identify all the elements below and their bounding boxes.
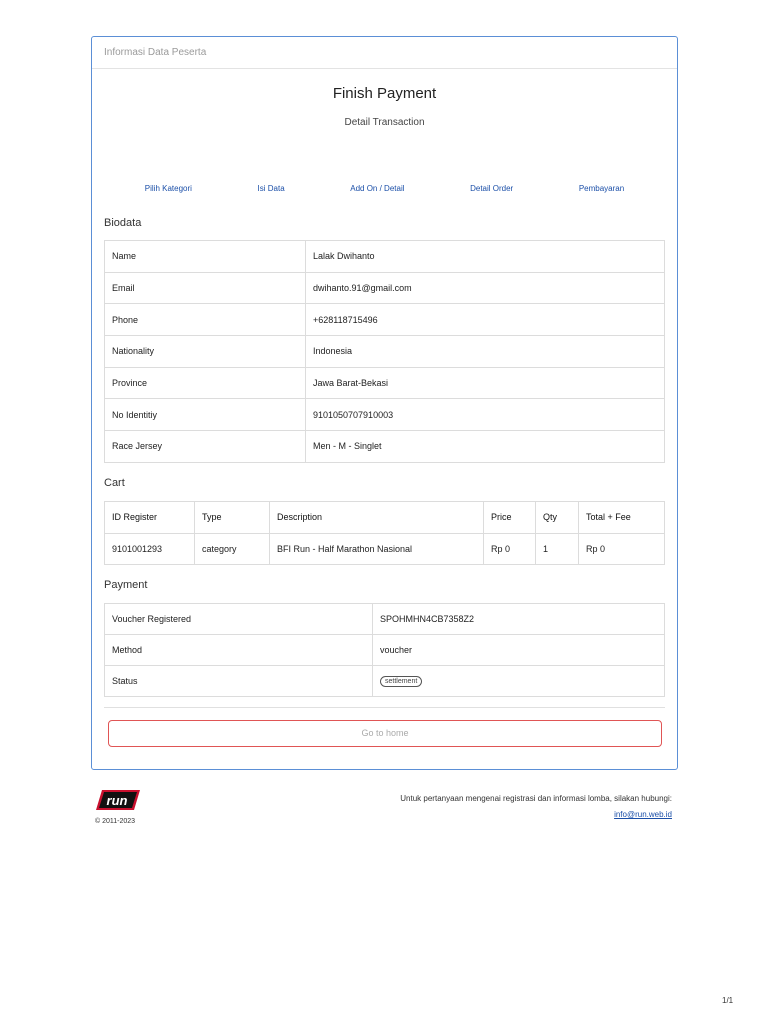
voucher-label: Voucher Registered <box>105 604 373 635</box>
cell-description: BFI Run - Half Marathon Nasional <box>270 533 484 565</box>
col-description: Description <box>270 502 484 534</box>
col-type: Type <box>195 502 270 534</box>
contact-info <box>370 791 672 823</box>
status-label: Status <box>105 666 373 697</box>
table-row <box>105 666 665 697</box>
row-label: Phone <box>105 304 306 336</box>
cell-qty: 1 <box>536 533 579 565</box>
page-number: 1/1 <box>722 996 734 1005</box>
run-logo <box>96 788 142 817</box>
row-label: Name <box>105 241 306 273</box>
go-to-home-button[interactable]: Go to home <box>108 720 662 747</box>
status-cell <box>373 666 665 697</box>
method-value: voucher <box>373 635 665 666</box>
copyright-text: © 2011-2023 <box>95 818 136 825</box>
table-row <box>105 336 665 368</box>
cell-id-register: 9101001293 <box>105 533 195 565</box>
step-detail-order[interactable]: Detail Order <box>470 184 514 193</box>
table-row <box>105 367 665 399</box>
row-value: +628118715496 <box>306 304 665 336</box>
step-add-on-detail[interactable]: Add On / Detail <box>350 184 405 193</box>
svg-text:run: run <box>106 793 128 808</box>
divider <box>104 707 665 708</box>
row-label: Race Jersey <box>105 431 306 463</box>
row-value: 9101050707910003 <box>306 399 665 431</box>
row-label: Province <box>105 367 306 399</box>
col-id-register: ID Register <box>105 502 195 534</box>
voucher-value: SPOHMHN4CB7358Z2 <box>373 604 665 635</box>
table-row <box>105 272 665 304</box>
page-subtitle: Detail Transaction <box>344 117 425 128</box>
cell-price: Rp 0 <box>484 533 536 565</box>
step-isi-data[interactable]: Isi Data <box>257 184 285 193</box>
payment-title: Payment <box>104 579 148 591</box>
payment-table <box>104 603 665 697</box>
step-pilih-kategori[interactable]: Pilih Kategori <box>144 184 192 193</box>
cart-title: Cart <box>104 477 125 489</box>
table-row <box>105 604 665 635</box>
col-price: Price <box>484 502 536 534</box>
row-value: dwihanto.91@gmail.com <box>306 272 665 304</box>
table-row <box>105 241 665 273</box>
participant-info-card <box>91 36 678 770</box>
row-value: Indonesia <box>306 336 665 368</box>
cell-type: category <box>195 533 270 565</box>
row-label: No Identitiy <box>105 399 306 431</box>
card-header: Informasi Data Peserta <box>92 37 677 69</box>
table-row <box>105 431 665 463</box>
table-row <box>105 533 665 565</box>
row-value: Lalak Dwihanto <box>306 241 665 273</box>
table-row <box>105 304 665 336</box>
biodata-title: Biodata <box>104 217 142 229</box>
step-navigation <box>92 184 677 193</box>
row-value: Jawa Barat-Bekasi <box>306 367 665 399</box>
cell-total-fee: Rp 0 <box>579 533 665 565</box>
col-qty: Qty <box>536 502 579 534</box>
contact-text: Untuk pertanyaan mengenai registrasi dan informasi lomba, silakan hubungi: <box>400 794 672 803</box>
step-pembayaran[interactable]: Pembayaran <box>578 184 625 193</box>
table-header-row <box>105 502 665 534</box>
row-value: Men - M - Singlet <box>306 431 665 463</box>
table-row <box>105 399 665 431</box>
row-label: Email <box>105 272 306 304</box>
status-badge: settlement <box>380 676 422 687</box>
row-label: Nationality <box>105 336 306 368</box>
biodata-table <box>104 240 665 463</box>
contact-email-link[interactable]: info@run.web.id <box>614 810 672 819</box>
table-row <box>105 635 665 666</box>
method-label: Method <box>105 635 373 666</box>
col-total-fee: Total + Fee <box>579 502 665 534</box>
page-title: Finish Payment <box>332 85 437 102</box>
cart-table <box>104 501 665 565</box>
